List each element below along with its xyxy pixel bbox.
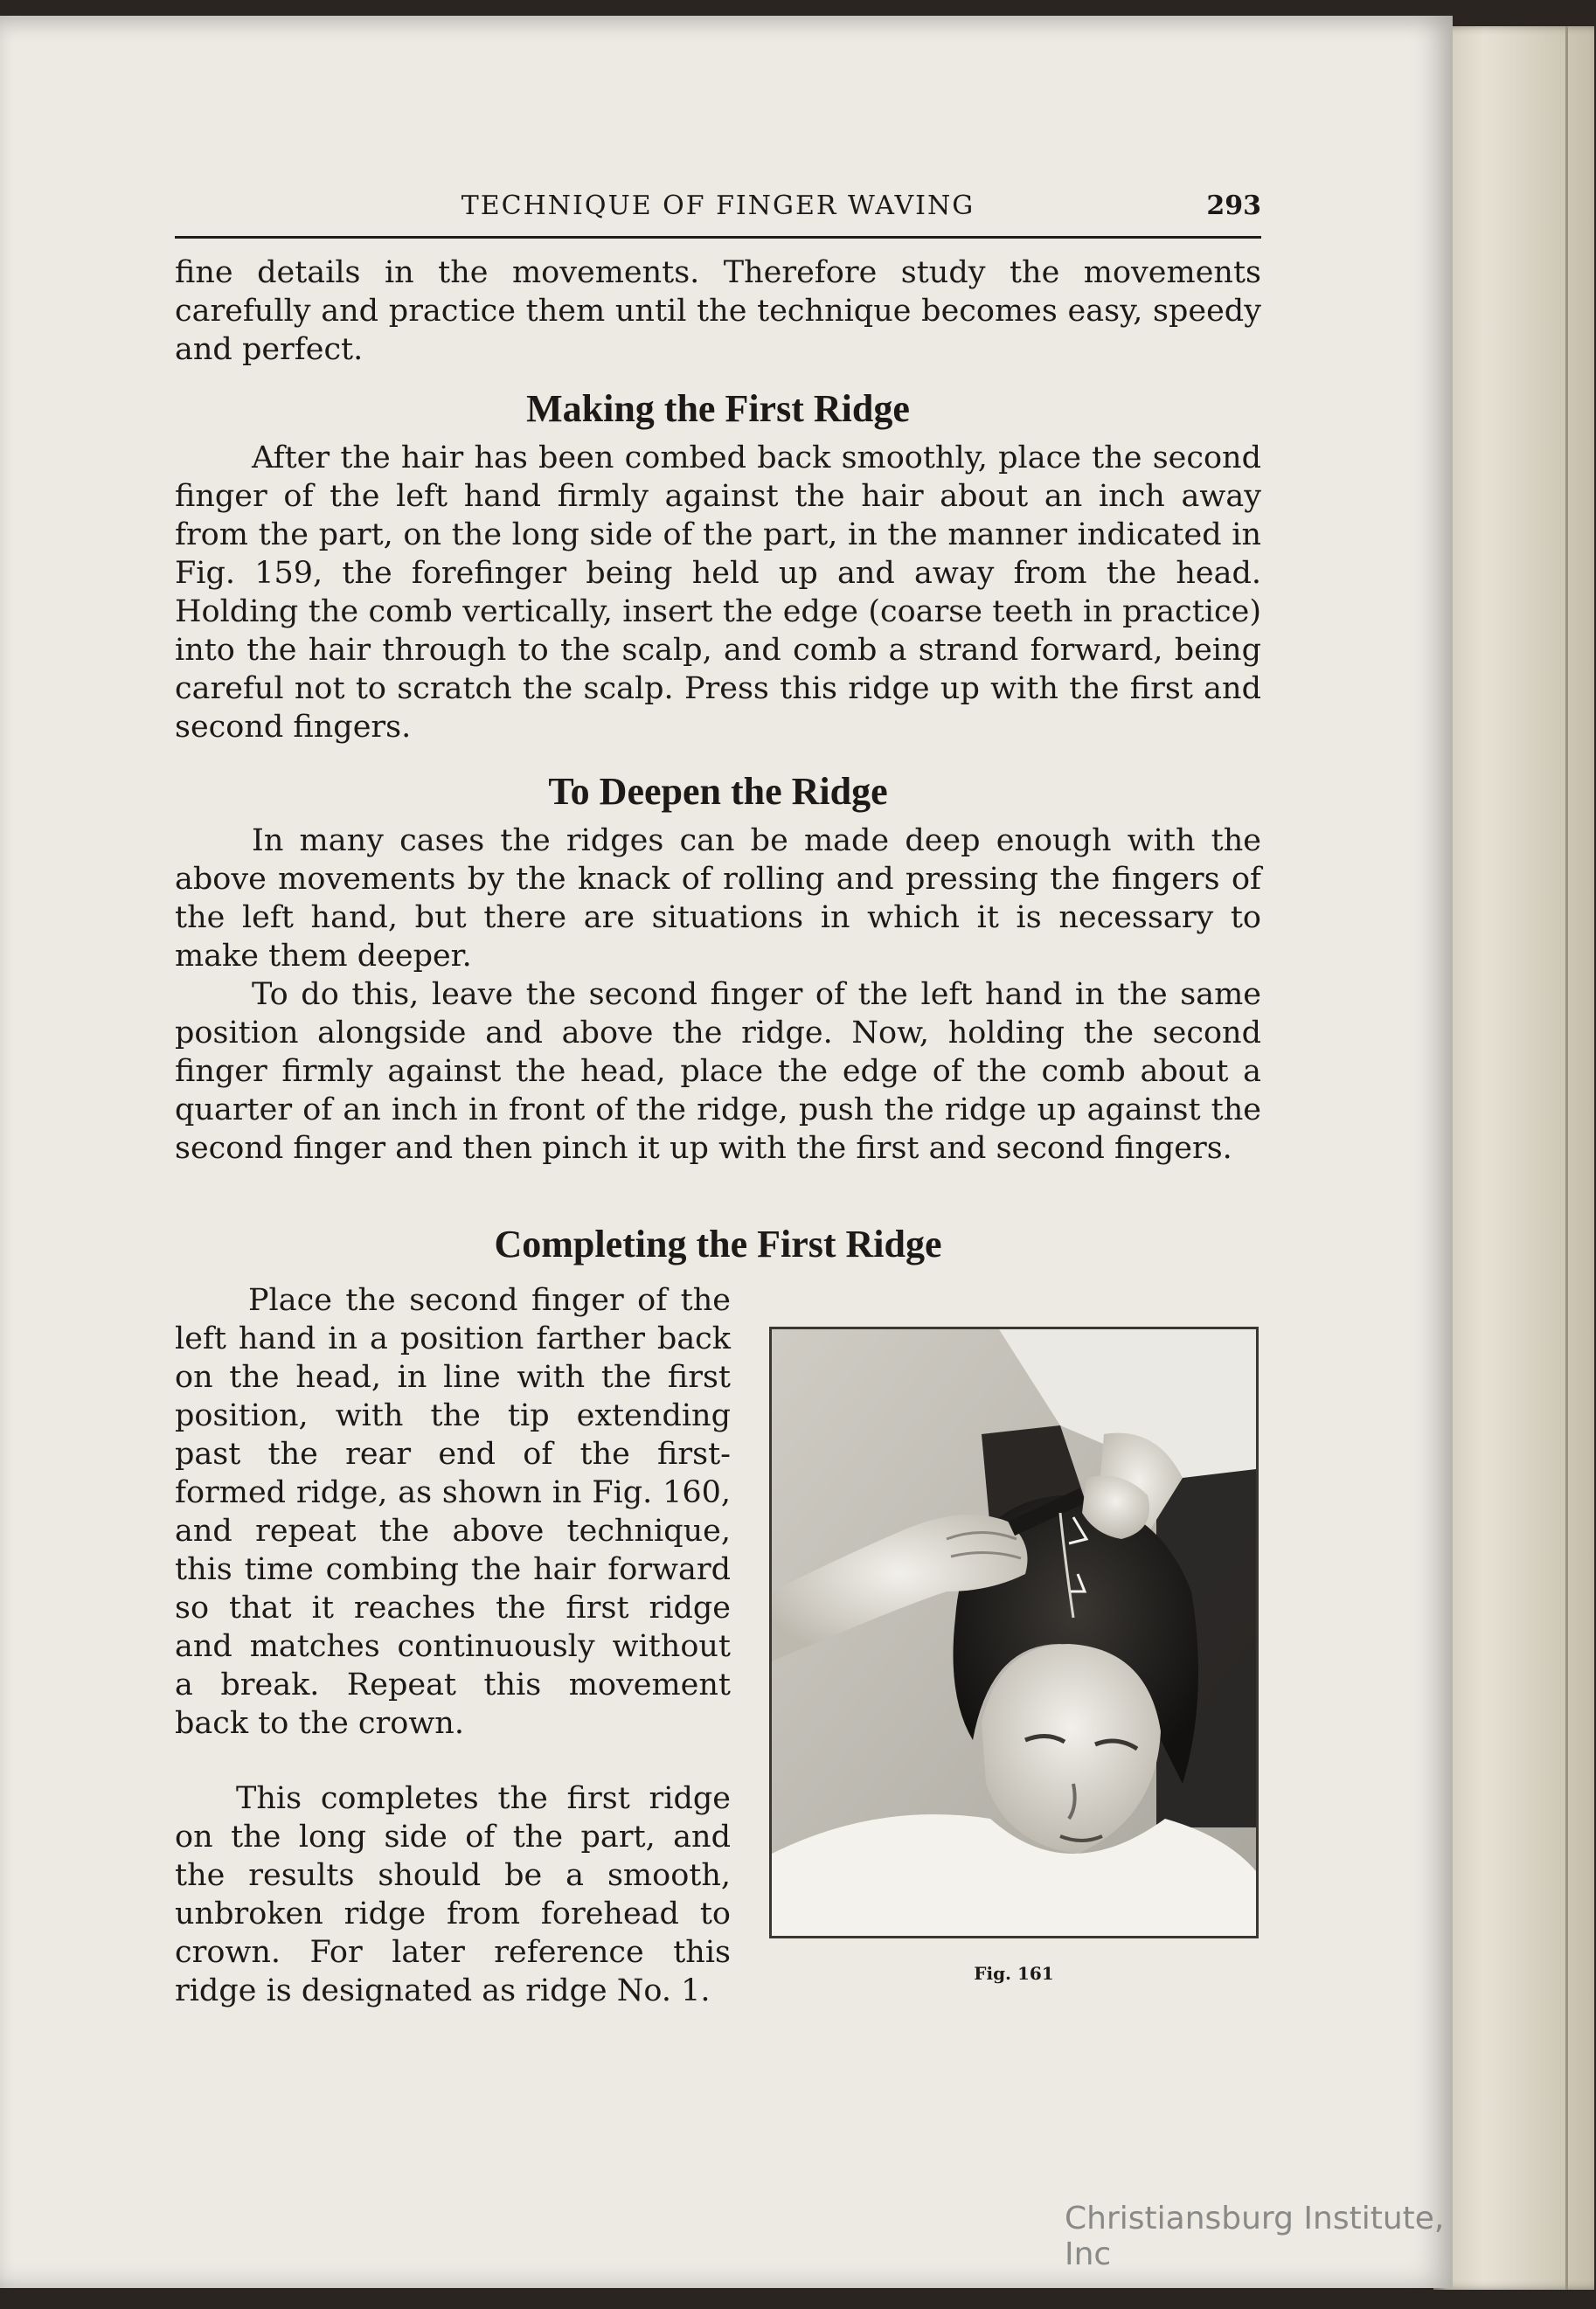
first-ridge-paragraph: After the hair has been combed back smoothly, place the second finger of the left hand firmly against the hair about an inch away from the part, on the long side of the part, in the manner indicated in Fig. 159, the forefinger being held up and away from the head. Holding the comb vertically, insert the edge (coarse teeth in practice) into the hair through to the scalp, and comb a strand forward, being careful not to scratch the scalp. Press this ridge up with the first and second fingers.	[175, 440, 1261, 745]
completing-paragraph-2: This completes the first ridge on the long side of the part, and the results should be a smooth, unbroken ridge from forehead to crown. For later reference this ridge is designated as ridge No. 1.	[175, 1781, 731, 2008]
page-number: 293	[1206, 191, 1261, 221]
figure-photo	[769, 1327, 1259, 1938]
watermark-text: Christiansburg Institute, Inc	[1065, 2201, 1445, 2272]
deepen-paragraph-1: In many cases the ridges can be made deep enough with the above movements by the knack of rolling and pressing the fingers of the left hand, but there are situations in which it is necessary to make them deeper.	[175, 823, 1261, 974]
heading-making-first-ridge: Making the First Ridge	[526, 387, 910, 430]
running-title: TECHNIQUE OF FINGER WAVING	[461, 191, 975, 221]
hairdressing-photo	[772, 1329, 1256, 1936]
page-stack-edge	[1433, 26, 1594, 2290]
book-page	[0, 16, 1453, 2288]
figure-caption: Fig. 161	[974, 1963, 1054, 1984]
heading-deepen-ridge: To Deepen the Ridge	[548, 770, 888, 813]
completing-paragraph-1: Place the second finger of the left hand in a position farther back on the head, in line with the first position, with the tip extending past the rear end of the first-formed ridge, as shown in Fig. 160, and repeat the above technique, this time combing the hair forward so that it reaches the first ridge and matches continuously without a break. Repeat this movement back to the crown.	[175, 1283, 731, 1741]
heading-completing-first-ridge: Completing the First Ridge	[494, 1223, 942, 1265]
running-head	[175, 191, 1261, 239]
intro-paragraph: fine details in the movements. Therefore study the movements carefully and practice them until the technique becomes easy, speedy and perfect.	[175, 255, 1261, 367]
deepen-paragraph-2: To do this, leave the second finger of the left hand in the same position alongside and above the ridge. Now, holding the second finger firmly against the head, place the edge of the comb about a quarter of an inch in front of the ridge, push the ridge up against the second finger and then pinch it up with the first and second fingers.	[175, 977, 1261, 1166]
